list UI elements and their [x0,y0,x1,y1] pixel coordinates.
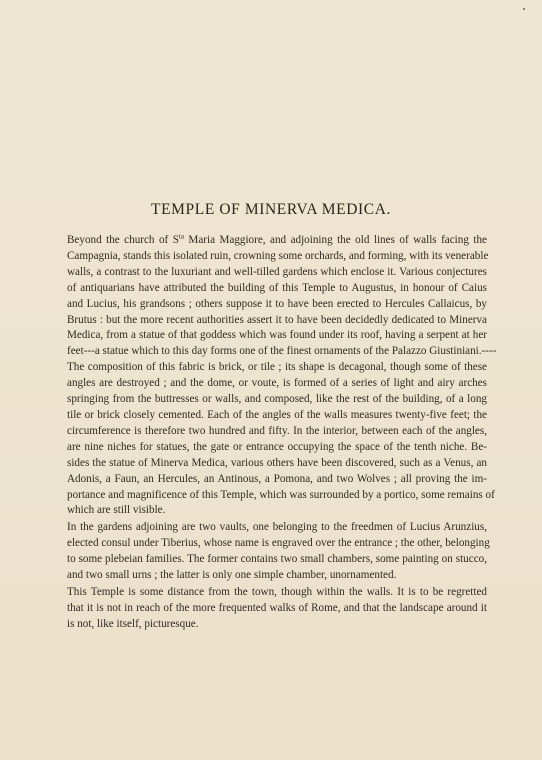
text-line: sides the statue of Minerva Medica, various others have been discovered, such as a Venus, an [67,456,487,469]
text-line: walls, a contrast to the luxuriant and well-tilled gardens which enclose it. Various conjectures [67,265,487,278]
text-line: Beyond the church of $S^{ta}$ Maria Maggiore, and adjoining the old lines of walls facing the [67,232,487,246]
text-line: tile or brick closely cemented. Each of the angles of the walls measures twenty-five feet; the [67,408,487,421]
text-line: elected consul under Tiberius, whose name is engraved over the entrance ; the other, belonging [67,537,490,550]
text-line: This Temple is some distance from the town, though within the walls. It is to be regretted [67,585,487,598]
text-line: angles are destroyed ; and the dome, or voute, is formed of a series of light and airy arches [67,377,487,390]
ink-speck [523,8,525,10]
text-line: Brutus : but the more recent authorities assert it to have been decidedly dedicated to Minerva [67,313,487,326]
text-line: of antiquarians have attributed the building of this Temple to Augustus, in honour of Caius [67,281,487,294]
text-line: are nine niches for statues, the gate or entrance occupying the space of the tenth niche. Be- [67,440,487,453]
text-line: feet---a statue which to this day forms one of the finest ornaments of the Palazzo Giustiniani.---- [67,345,497,358]
paragraph-2 [59,520,490,584]
text-line: circumference is therefore two hundred and fifty. In the interior, between each of the angles, [67,424,487,437]
text-line: to some plebeian families. The former contains two small chambers, some painting on stucco, [67,553,487,566]
text-line: and two small urns ; the latter is only one simple chamber, unornamented. [67,569,397,582]
paragraph-3 [59,585,487,633]
text-line: Campagnia, stands this isolated ruin, crowning some orchards, and forming, with its venerable [67,249,489,262]
page-title: TEMPLE OF MINERVA MEDICA. [151,201,391,218]
text-line: which are still visible. [67,504,166,517]
superscript: ta [178,232,184,241]
text-line: that it is not in reach of the more frequented walks of Rome, and that the landscape around it [67,601,487,614]
text-line: The composition of this fabric is brick, or tile ; its shape is decagonal, though some of these [67,361,487,374]
text-line: springing from the buttresses or walls, and composed, like the rest of the building, of a long [67,393,487,406]
text-line: is not, like itself, picturesque. [67,617,199,630]
text-line: In the gardens adjoining are two vaults, one belonging to the freedmen of Lucius Arunzius, [67,521,487,534]
text-line: and Lucius, his grandsons ; others suppose it to have been erected to Hercules Callaicus, by [67,297,487,310]
text-line: portance and magnificence of this Temple, which was surrounded by a portico, some remains of [67,488,495,501]
text-line: Adonis, a Faun, an Hercules, an Antinous, a Pomona, and two Wolves ; all proving the im- [67,472,487,485]
text-line: Medica, from a statue of that goddess which was found under its roof, having a serpent at her [67,329,487,342]
paragraph-1 [59,232,497,519]
body-text [59,232,497,633]
